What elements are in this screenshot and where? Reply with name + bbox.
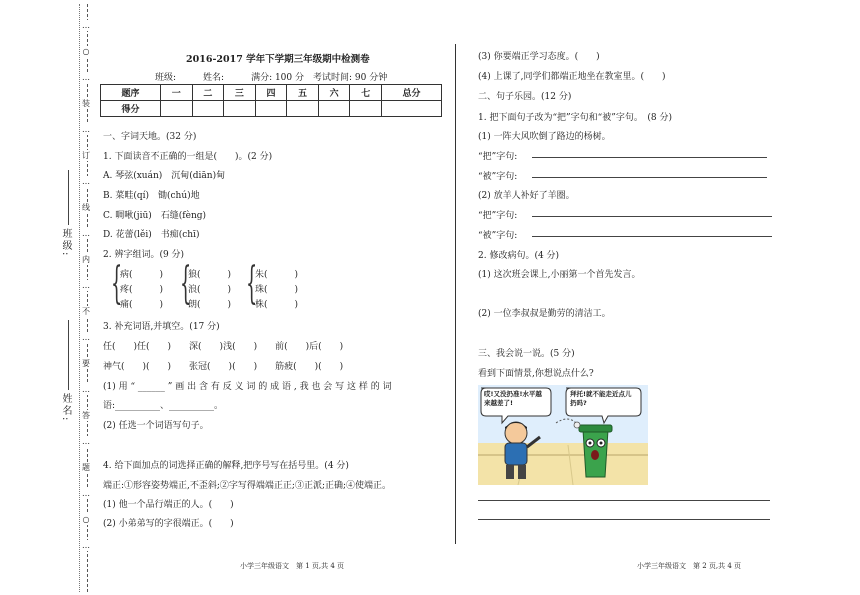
seal-glyph: ○ [80, 514, 92, 525]
bei-sentence-label-2: “被”字句: [478, 231, 518, 241]
binding-dotted-line [79, 4, 80, 592]
q2-stem: 2. 辨字组词。(9 分) [103, 250, 185, 260]
q2-word-box: 浪( ) [188, 285, 232, 295]
score-cell[interactable] [160, 101, 192, 117]
seal-glyph: 装 [82, 99, 90, 108]
q2-word-box: 株( ) [255, 300, 299, 310]
answer-line[interactable] [478, 519, 770, 520]
seal-glyph: … [82, 437, 90, 446]
seal-glyph: 题 [82, 463, 90, 472]
s2-q1-stem: 1. 把下面句子改为“把”字句和“被”字句。 (8 分) [478, 113, 672, 123]
q4-definitions: 端正:①形容姿势端正,不歪斜;②字写得端端正正;③正派;正确;④使端正。 [103, 481, 392, 491]
score-cell[interactable] [255, 101, 287, 117]
q2-brace-3: { [246, 258, 258, 309]
q4-item-3: (3) 你要端正学习态度。( ) [478, 52, 600, 62]
q3-row-1: 任( )任( ) 深( )浅( ) 前( )后( ) [103, 342, 344, 352]
q3-sub-1-line-2: 语:__________、__________。 [103, 401, 224, 411]
seal-glyph: 要 [82, 359, 90, 368]
q1-option-c: C. 啁啾(jiū) 石缝(fèng) [103, 211, 207, 221]
class-label: 班级: [60, 228, 71, 258]
q4-item-4: (4) 上课了,同学们都端正地坐在教室里。( ) [478, 72, 666, 82]
answer-line[interactable] [532, 236, 772, 237]
score-cell[interactable] [382, 101, 442, 117]
q3-sub-2: (2) 任选一个词语写句子。 [103, 421, 209, 431]
class-underline [68, 170, 69, 225]
q2-group-3 [255, 268, 298, 313]
q2-word-box: 疼( ) [120, 285, 164, 295]
section-1-title: 一、字词天地。(32 分) [103, 132, 197, 142]
exam-info-line: 班级: 姓名: 满分: 100 分 考试时间: 90 分钟 [155, 73, 388, 83]
score-header-cell: 五 [287, 85, 319, 101]
q2-word-box: 病( ) [120, 270, 164, 280]
name-label: 姓名: [60, 393, 71, 423]
ba-sentence-label-1: “把”字句: [478, 152, 518, 162]
score-header-cell: 一 [160, 85, 192, 101]
ba-sentence-label-2: “把”字句: [478, 211, 518, 221]
seal-glyph: … [82, 489, 90, 498]
footer-page-1: 小学三年级语文 第 1 页,共 4 页 [240, 562, 345, 570]
seal-glyph: … [82, 541, 90, 550]
exam-title: 2016-2017 学年下学期三年级期中检测卷 [186, 54, 370, 65]
answer-line[interactable] [532, 177, 767, 178]
score-header-cell: 四 [255, 85, 287, 101]
q4-item-2: (2) 小弟弟写的字很端正。( ) [103, 519, 234, 529]
q4-item-1: (1) 他一个品行端正的人。( ) [103, 500, 234, 510]
q2-brace-1: { [111, 258, 123, 309]
s2-q2-item-2: (2) 一位李叔叔是勤劳的清洁工。 [478, 309, 611, 319]
seal-glyph: … [82, 385, 90, 394]
footer-page-2: 小学三年级语文 第 2 页,共 4 页 [637, 562, 742, 570]
q2-group-1 [120, 268, 163, 313]
s2-q1-sentence-1: (1) 一阵大风吹倒了路边的杨树。 [478, 132, 611, 142]
s2-q2-item-1: (1) 这次班会课上,小丽第一个首先发言。 [478, 270, 641, 280]
score-header-cell: 总分 [382, 85, 442, 101]
score-header-cell: 题序 [101, 85, 161, 101]
score-cell[interactable] [224, 101, 256, 117]
seal-glyph: 答 [82, 411, 90, 420]
bei-sentence-label-1: “被”字句: [478, 172, 518, 182]
binding-dashed-line [87, 4, 88, 592]
speech-bubble-boy: 哎!又没扔准!水平越来越差了! [484, 390, 542, 407]
score-table [100, 84, 442, 117]
q2-word-box: 痛( ) [120, 300, 164, 310]
q3-sub-1-line-1: (1) 用 “ ______ ” 画 出 含 有 反 义 词 的 成 语 , 我 也 会 写 这 样 的 词 [103, 382, 392, 392]
score-row-label: 得分 [101, 101, 161, 117]
speech-bubble-trash-can: 拜托!就不能走近点儿扔吗? [570, 390, 632, 407]
score-table-score-row [101, 101, 442, 117]
answer-line[interactable] [532, 216, 772, 217]
seal-glyph: 订 [82, 151, 90, 160]
seal-glyph: 不 [82, 307, 90, 316]
seal-glyph: … [82, 229, 90, 238]
score-table-header-row [101, 85, 442, 101]
q2-word-box: 朱( ) [255, 270, 299, 280]
score-cell[interactable] [192, 101, 224, 117]
q3-stem: 3. 补充词语,并填空。(17 分) [103, 322, 220, 332]
score-header-cell: 七 [350, 85, 382, 101]
name-underline [68, 320, 69, 390]
answer-line[interactable] [532, 157, 767, 158]
q1-option-a: A. 琴弦(xuán) 沉甸(diān)甸 [103, 171, 226, 181]
q2-word-box: 朗( ) [188, 300, 232, 310]
q1-option-b: B. 菜畦(qí) 锄(chú)地 [103, 191, 200, 201]
s2-q1-sentence-2: (2) 放羊人补好了羊圈。 [478, 191, 575, 201]
q1-option-d: D. 花蕾(lěi) 书痴(chī) [103, 230, 200, 240]
seal-glyph: … [82, 177, 90, 186]
score-header-cell: 三 [224, 85, 256, 101]
q2-word-box: 狼( ) [188, 270, 232, 280]
section-3-title: 三、我会说一说。(5 分) [478, 349, 575, 359]
q4-stem: 4. 给下面加点的词选择正确的解释,把序号写在括号里。(4 分) [103, 461, 349, 471]
seal-glyph: … [82, 73, 90, 82]
seal-glyph: ○ [80, 46, 92, 57]
s3-prompt: 看到下面情景,你想说点什么? [478, 369, 594, 379]
answer-line[interactable] [478, 500, 770, 501]
q3-row-2: 神气( )( ) 张冠( )( ) 筋疲( )( ) [103, 362, 344, 372]
score-header-cell: 二 [192, 85, 224, 101]
q1-stem: 1. 下面读音不正确的一组是( )。(2 分) [103, 152, 273, 162]
seal-glyph: 线 [82, 203, 90, 212]
s2-q2-stem: 2. 修改病句。(4 分) [478, 251, 560, 261]
score-cell[interactable] [287, 101, 319, 117]
q2-brace-2: { [180, 258, 192, 309]
seal-glyph: … [82, 21, 90, 30]
score-cell[interactable] [318, 101, 350, 117]
seal-glyph: … [82, 333, 90, 342]
score-cell[interactable] [350, 101, 382, 117]
section-2-title: 二、句子乐园。(12 分) [478, 92, 572, 102]
q2-word-box: 珠( ) [255, 285, 299, 295]
q2-group-2 [188, 268, 231, 313]
seal-glyph: … [82, 281, 90, 290]
column-divider [455, 44, 456, 544]
seal-glyph: 内 [82, 255, 90, 264]
seal-glyph: … [82, 125, 90, 134]
score-header-cell: 六 [318, 85, 350, 101]
